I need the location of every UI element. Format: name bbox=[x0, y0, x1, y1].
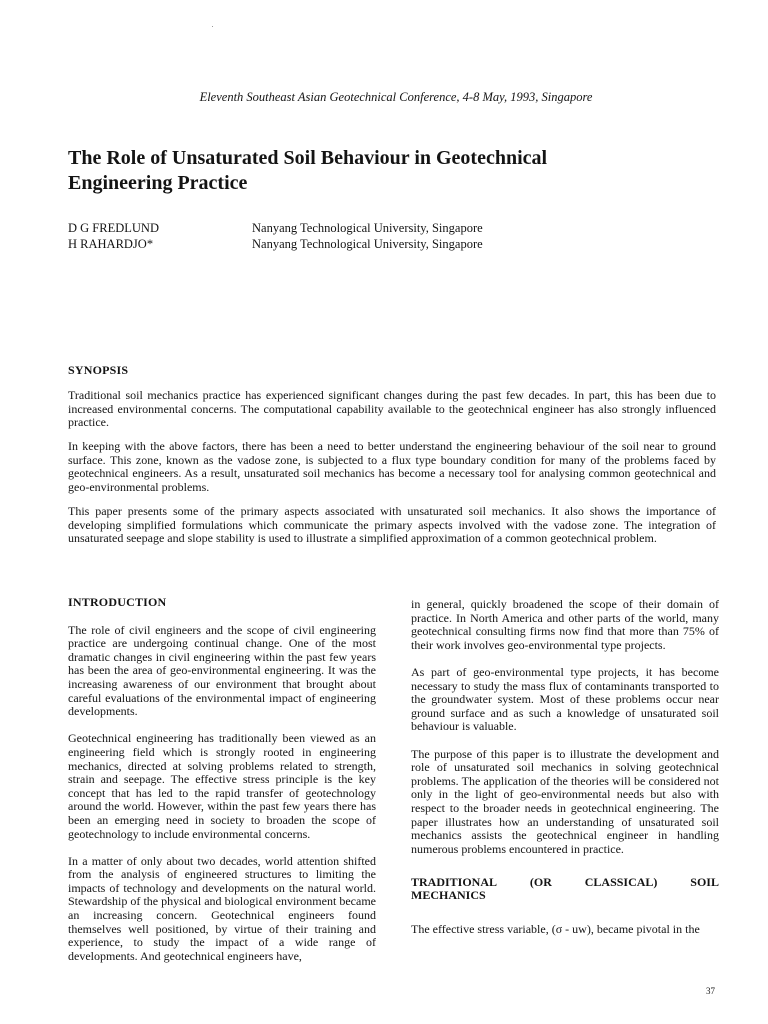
title-line-2: Engineering Practice bbox=[68, 172, 248, 194]
heading-word: SOIL bbox=[690, 874, 719, 889]
conference-header: Eleventh Southeast Asian Geotechnical Conference, 4-8 May, 1993, Singapore bbox=[199, 90, 593, 104]
body-paragraph: Geotechnical engineering has traditionally been viewed as an engineering field which is strongly rooted in engineering mechanics, directed at solving problems related to strength, strain and seepage. The effective stress principle is the key concept that has led to the rapid transfer of geotechnology around the world. However, within the past few years there has been an emerging need in society to broaden the scope of geotechnology to include environmental concerns. bbox=[68, 731, 376, 841]
heading-word: (OR bbox=[529, 874, 552, 889]
author-name: D G FREDLUND bbox=[68, 221, 159, 235]
right-column bbox=[411, 598, 719, 950]
synopsis-heading: SYNOPSIS bbox=[68, 363, 129, 377]
traditional-heading-line-2: MECHANICS bbox=[411, 888, 486, 903]
body-paragraph: The purpose of this paper is to illustrate the development and role of unsaturated soil mechanics in solving geotechnical problems. The application of the theories will be considered not only in the light of geo-environmental needs but also with respect to the broader needs in geotechnical engineering. The paper illustrates how an understanding of unsaturated soil mechanics assists the geotechnical engineer in handling numerous problems encountered in practice. bbox=[411, 746, 719, 856]
body-paragraph: In a matter of only about two decades, world attention shifted from the analysis of engineered structures to limiting the impacts of technology and developments on the natural world. Stewardship of the physical and biological environment became an increasing concern. Geotechnical engineers found themselves well positioned, by virtue of their training and experience, to study the impact of a wide range of developments. And geotechnical engineers have, bbox=[68, 853, 376, 963]
author-affiliation: Nanyang Technological University, Singapore bbox=[252, 237, 483, 251]
body-paragraph: The role of civil engineers and the scope of civil engineering practice are undergoing continual change. One of the most dramatic changes in civil engineering within the past few years has been the area of geo-environmental engineering. It was the increasing awareness of our environment that brought about careful evaluations of the environmental impact of engineering developments. bbox=[68, 622, 376, 719]
scan-speck bbox=[212, 26, 213, 27]
author-affiliation: Nanyang Technological University, Singapore bbox=[252, 221, 483, 235]
title-line-1: The Role of Unsaturated Soil Behaviour in Geotechnical bbox=[68, 147, 548, 169]
heading-word: CLASSICAL) bbox=[584, 874, 658, 889]
body-paragraph: in general, quickly broadened the scope of their domain of practice. In North America and other parts of the world, many geotechnical consulting firms now find that more than 75% of their work involves geo-environmental type projects. bbox=[411, 597, 719, 652]
body-paragraph: The effective stress variable, (σ - uw), became pivotal in the bbox=[411, 922, 700, 937]
synopsis-paragraph: Traditional soil mechanics practice has experienced significant changes during the past few decades. In part, this has been due to increased environmental concerns. The computational capability available to the geotechnical engineer has also strongly influenced practice. bbox=[68, 388, 716, 430]
synopsis-paragraph: This paper presents some of the primary aspects associated with unsaturated soil mechanics. It also shows the importance of developing simplified formulations which communicate the primary aspects involved with the vadose zone. The integration of unsaturated seepage and slope stability is used to illustrate a simplified approximation of a common geotechnical problem. bbox=[68, 504, 716, 546]
author-row bbox=[68, 220, 483, 236]
traditional-heading bbox=[411, 876, 719, 890]
page-number: 37 bbox=[706, 986, 715, 996]
synopsis-paragraph: In keeping with the above factors, there has been a need to better understand the engineering behaviour of the soil near to ground surface. This zone, known as the vadose zone, is subjected to a flux type boundary condition for many of the problems faced by geotechnical engineers. As a result, unsaturated soil mechanics has become a necessary tool for analysing common geotechnical and geo-environmental problems. bbox=[68, 439, 716, 495]
author-block bbox=[68, 220, 483, 252]
paper-title bbox=[68, 146, 708, 196]
introduction-heading: INTRODUCTION bbox=[68, 595, 167, 609]
body-paragraph: As part of geo-environmental type projects, it has become necessary to study the mass flux of contaminants transported to the groundwater system. Most of these problems occur near ground surface and as such a knowledge of unsaturated soil behaviour is valuable. bbox=[411, 664, 719, 734]
left-column bbox=[68, 596, 376, 977]
heading-word: TRADITIONAL bbox=[411, 874, 498, 889]
author-row bbox=[68, 236, 483, 252]
author-name: H RAHARDJO* bbox=[68, 237, 154, 251]
synopsis-body bbox=[68, 389, 716, 556]
